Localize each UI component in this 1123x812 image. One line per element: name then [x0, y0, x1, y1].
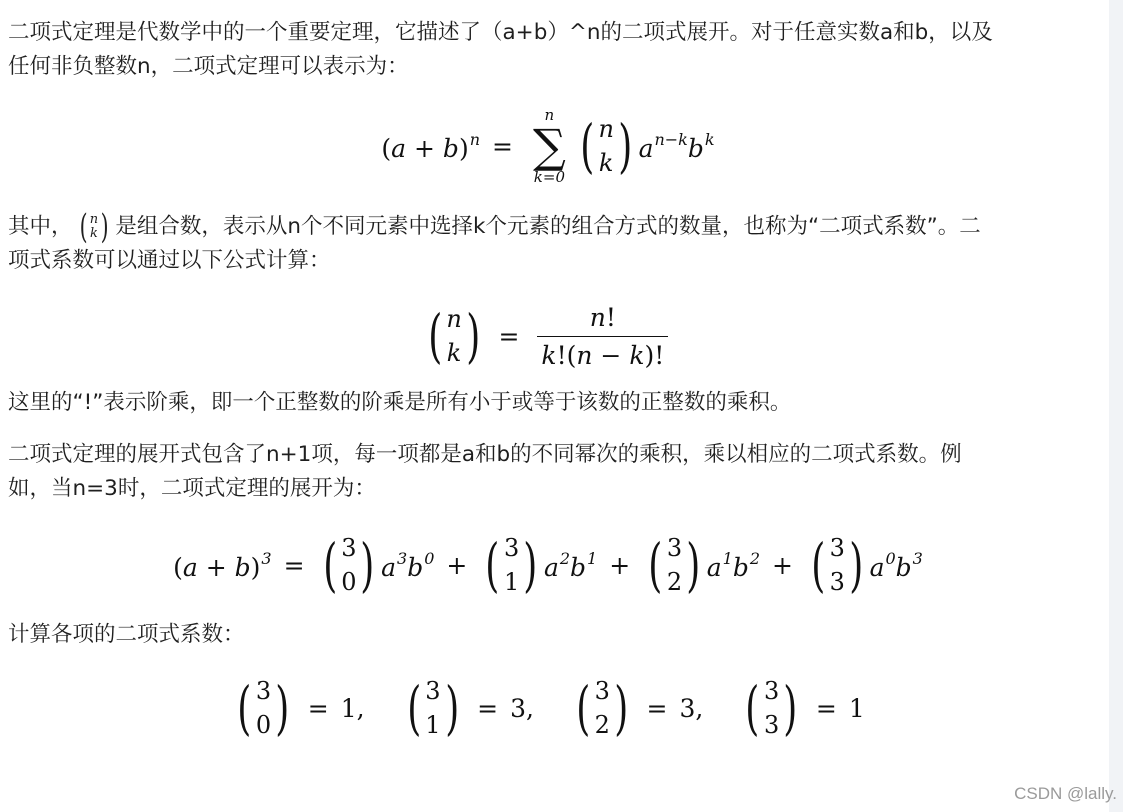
csdn-watermark: CSDN @lally. — [1014, 784, 1117, 803]
summation-symbol: n ∑ k=0 — [532, 106, 566, 186]
expansion-line-2: 如，当n=3时，二项式定理的展开为： — [8, 476, 376, 501]
expansion-paragraph — [8, 438, 1088, 506]
inline-binomial-n-k: ( n k ) — [79, 207, 109, 247]
coefficient-3-2: ( 3 2 ) — [576, 674, 629, 742]
where-paragraph — [8, 207, 1088, 278]
binomial-theorem-formula: $(a + b)^n$ = n ∑ k=0 ( n k ) $a^{n-k}b^k$ — [381, 106, 715, 186]
coefficient-values-formula: ( 3 0 ) = 1 , ( 3 1 ) = 3 , ( 3 2 ) = 3 , ( 3 3 ) = 1 — [8, 666, 1088, 750]
where-line-2: 项式系数可以通过以下公式计算： — [8, 248, 331, 273]
where-line-1: 其中， ( n k ) 是组合数，表示从n个不同元素中选择k个元素的组合方式的数量，也称为“二项式系数”。二 — [8, 207, 981, 247]
factorial-fraction: $\frac{n!}{k!(n - k)!}$ — [537, 303, 668, 370]
expansion-line-1: 二项式定理的展开式包含了n+1项，每一项都是a和b的不同幂次的乘积，乘以相应的二项式系数。例 — [8, 442, 962, 467]
intro-line-2: 任何非负整数n，二项式定理可以表示为： — [8, 54, 409, 79]
coefficient-3-1: ( 3 1 ) — [406, 674, 459, 742]
coefficient-3-3: ( 3 3 ) — [745, 674, 798, 742]
factorial-note: 这里的“!”表示阶乘，即一个正整数的阶乘是所有小于或等于该数的正整数的乘积。 — [8, 390, 792, 415]
expansion-n3-formula: $(a + b)^3$ = ( 3 0 ) $a^3b^0$ + ( 3 1 ) $a^2b^1$ + ( 3 2 ) $a^1b^2$ + ( 3 3 ) $a^0b^3$ — [173, 531, 923, 599]
intro-line-1: 二项式定理是代数学中的一个重要定理，它描述了（a+b）^n的二项式展开。对于任意实数a和b，以及 — [8, 20, 993, 45]
right-gutter — [1109, 0, 1123, 812]
intro-paragraph — [8, 16, 1088, 84]
coefficient-3-0: ( 3 0 ) — [237, 674, 290, 742]
binomial-n-k: ( n k ) — [580, 112, 633, 180]
article-body — [8, 16, 1088, 750]
binomial-coefficient-formula: ( n k ) = $\frac{n!}{k!(n - k)!}$ — [8, 294, 1088, 378]
compute-label: 计算各项的二项式系数： — [8, 622, 245, 647]
